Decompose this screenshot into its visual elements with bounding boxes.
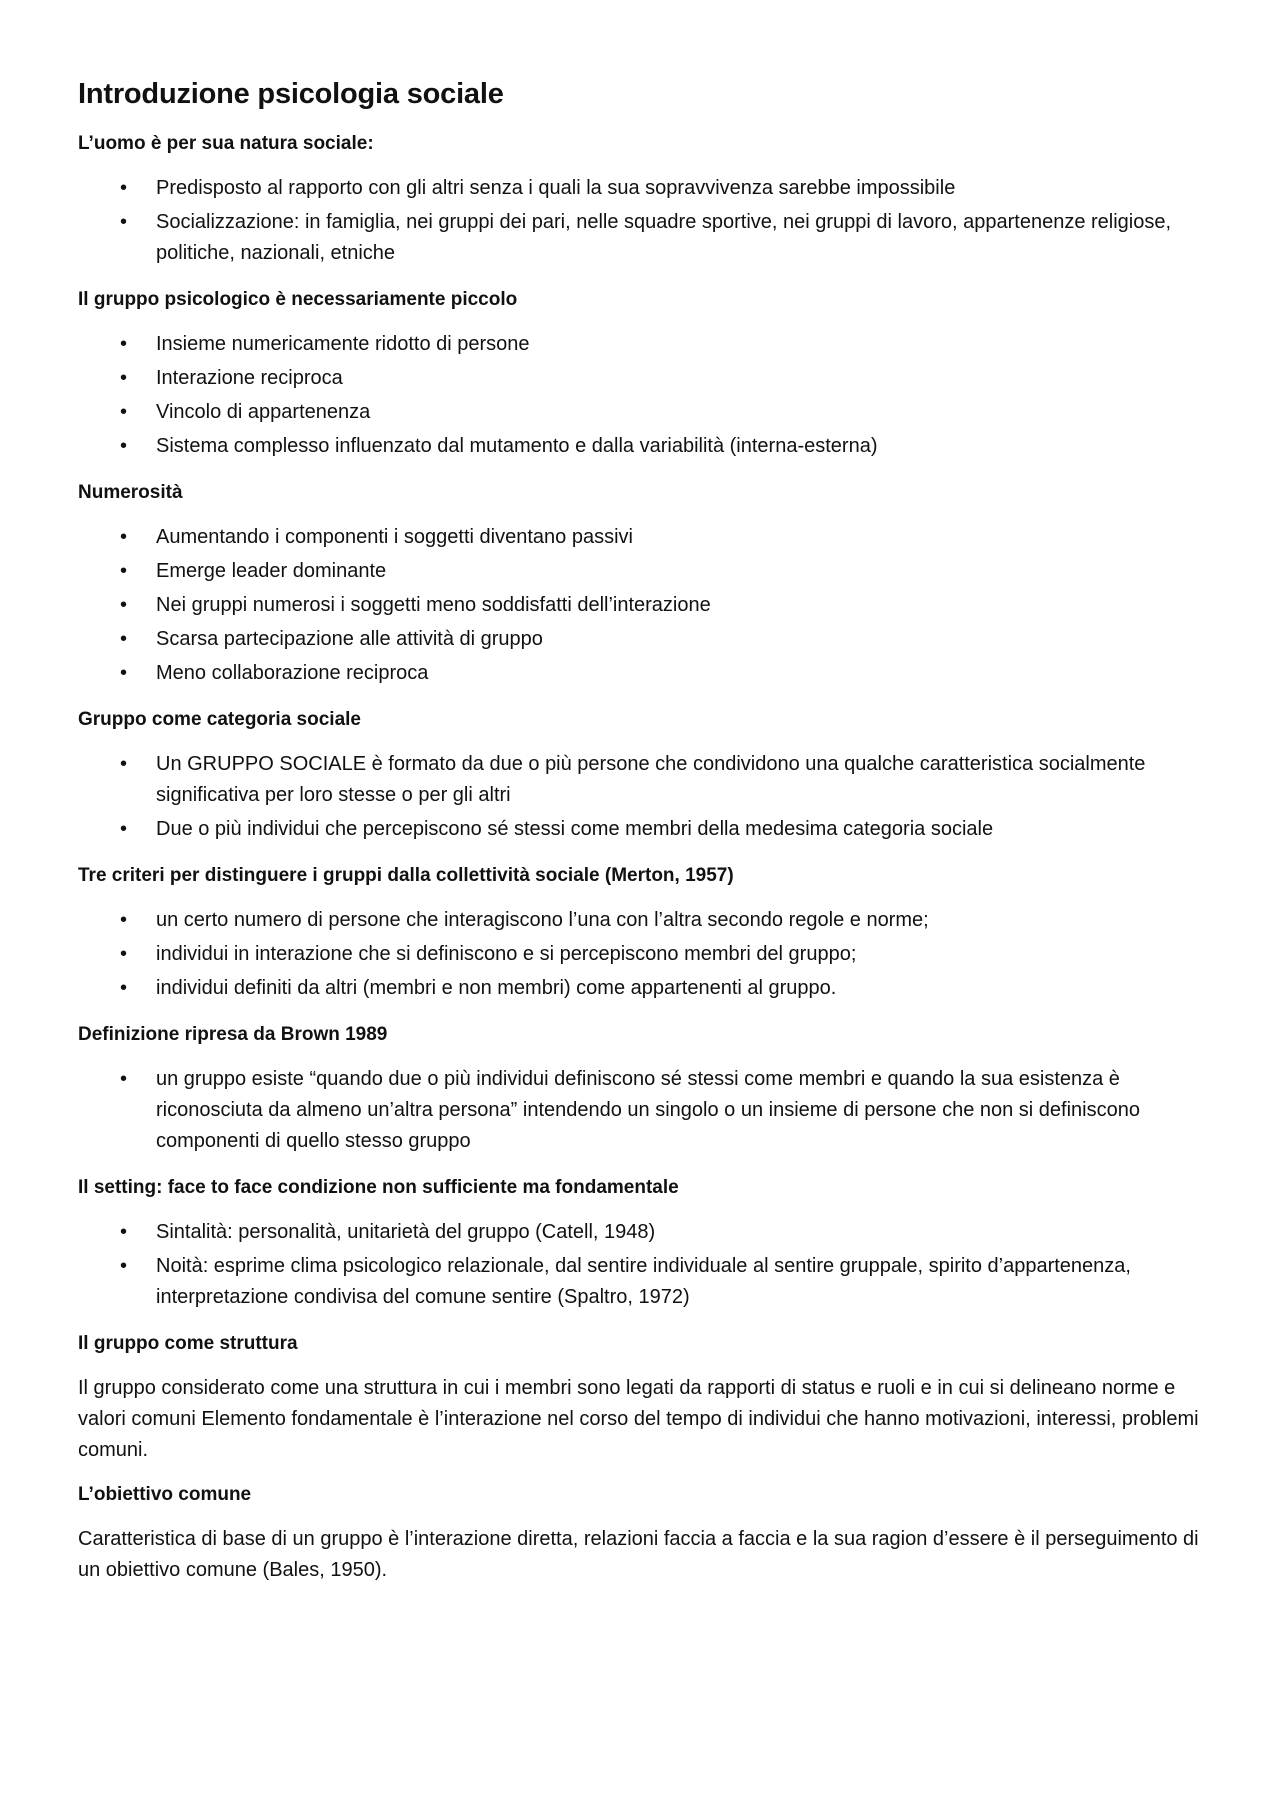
list-item: • Insieme numericamente ridotto di persone [78, 329, 1202, 360]
list-item: • Due o più individui che percepiscono sé stessi come membri della medesima categoria sociale [78, 814, 1202, 845]
section-common-objective [78, 1484, 1202, 1586]
bullet-list [78, 1217, 1202, 1313]
list-item: • un gruppo esiste “quando due o più individui definiscono sé stessi come membri e quando la sua esistenza è riconosciuta da almeno un’altra persona” intendendo un singolo o un insieme di persone che non si definiscono componenti di quello stesso gruppo [78, 1064, 1202, 1157]
bullet-icon: • [120, 628, 128, 650]
bullet-icon: • [120, 818, 128, 840]
list-item: • Aumentando i componenti i soggetti diventano passivi [78, 522, 1202, 553]
list-item: • Nei gruppi numerosi i soggetti meno soddisfatti dell’interazione [78, 590, 1202, 621]
bullet-icon: • [120, 401, 128, 423]
bullet-list [78, 329, 1202, 462]
bullet-list [78, 749, 1202, 845]
section-social-category [78, 709, 1202, 845]
bullet-icon: • [120, 211, 128, 233]
bullet-icon: • [120, 333, 128, 355]
section-heading: Il gruppo psicologico è necessariamente piccolo [78, 289, 518, 310]
list-item: • Meno collaborazione reciproca [78, 658, 1202, 689]
section-heading: Definizione ripresa da Brown 1989 [78, 1024, 388, 1045]
bullet-icon: • [120, 594, 128, 616]
section-heading: Gruppo come categoria sociale [78, 709, 361, 730]
bullet-list [78, 1064, 1202, 1157]
bullet-icon: • [120, 662, 128, 684]
list-item: • individui definiti da altri (membri e non membri) come appartenenti al gruppo. [78, 973, 1202, 1004]
bullet-icon: • [120, 367, 128, 389]
section-heading: Numerosità [78, 482, 183, 503]
bullet-icon: • [120, 1068, 128, 1090]
bullet-list [78, 522, 1202, 689]
section-heading: Il setting: face to face condizione non sufficiente ma fondamentale [78, 1177, 679, 1198]
section-heading: Tre criteri per distinguere i gruppi dalla collettività sociale (Merton, 1957) [78, 865, 734, 886]
bullet-icon: • [120, 943, 128, 965]
bullet-icon: • [120, 435, 128, 457]
bullet-icon: • [120, 177, 128, 199]
list-item: • individui in interazione che si definiscono e si percepiscono membri del gruppo; [78, 939, 1202, 970]
bullet-list [78, 173, 1202, 269]
bullet-icon: • [120, 526, 128, 548]
page-title: Introduzione psicologia sociale [78, 78, 504, 110]
list-item: • Scarsa partecipazione alle attività di gruppo [78, 624, 1202, 655]
list-item: • Un GRUPPO SOCIALE è formato da due o più persone che condividono una qualche caratteristica socialmente significativa per loro stesse o per gli altri [78, 749, 1202, 811]
list-item: • Sintalità: personalità, unitarietà del gruppo (Catell, 1948) [78, 1217, 1202, 1248]
section-social-nature [78, 133, 1202, 269]
list-item: • Emerge leader dominante [78, 556, 1202, 587]
list-item: • Sistema complesso influenzato dal mutamento e dalla variabilità (interna-esterna) [78, 431, 1202, 462]
list-item: • un certo numero di persone che interagiscono l’una con l’altra secondo regole e norme; [78, 905, 1202, 936]
list-item: • Vincolo di appartenenza [78, 397, 1202, 428]
bullet-icon: • [120, 909, 128, 931]
list-item: • Socializzazione: in famiglia, nei gruppi dei pari, nelle squadre sportive, nei gruppi di lavoro, appartenenze religiose, politiche, nazionali, etniche [78, 207, 1202, 269]
section-heading: Il gruppo come struttura [78, 1333, 298, 1354]
bullet-icon: • [120, 1221, 128, 1243]
list-item: • Noità: esprime clima psicologico relazionale, dal sentire individuale al sentire gruppale, spirito d’appartenenza, interpretazione condivisa del comune sentire (Spaltro, 1972) [78, 1251, 1202, 1313]
section-numerosity [78, 482, 1202, 689]
section-brown-definition [78, 1024, 1202, 1157]
bullet-icon: • [120, 1255, 128, 1277]
bullet-icon: • [120, 753, 128, 775]
section-psychological-group [78, 289, 1202, 462]
section-setting [78, 1177, 1202, 1313]
bullet-list [78, 905, 1202, 1004]
section-heading: L’uomo è per sua natura sociale: [78, 133, 374, 154]
paragraph: Il gruppo considerato come una struttura in cui i membri sono legati da rapporti di status e ruoli e in cui si delineano norme e valori comuni Elemento fondamentale è l’interazione nel corso del tempo di individui che hanno motivazioni, interessi, problemi comuni. [78, 1377, 1199, 1461]
bullet-icon: • [120, 560, 128, 582]
section-group-structure [78, 1333, 1202, 1466]
section-heading: L’obiettivo comune [78, 1484, 252, 1505]
list-item: • Interazione reciproca [78, 363, 1202, 394]
list-item: • Predisposto al rapporto con gli altri senza i quali la sua sopravvivenza sarebbe impossibile [78, 173, 1202, 204]
bullet-icon: • [120, 977, 128, 999]
section-merton-criteria [78, 865, 1202, 1004]
paragraph: Caratteristica di base di un gruppo è l’interazione diretta, relazioni faccia a faccia e la sua ragion d’essere è il perseguimento di un obiettivo comune (Bales, 1950). [78, 1528, 1199, 1581]
